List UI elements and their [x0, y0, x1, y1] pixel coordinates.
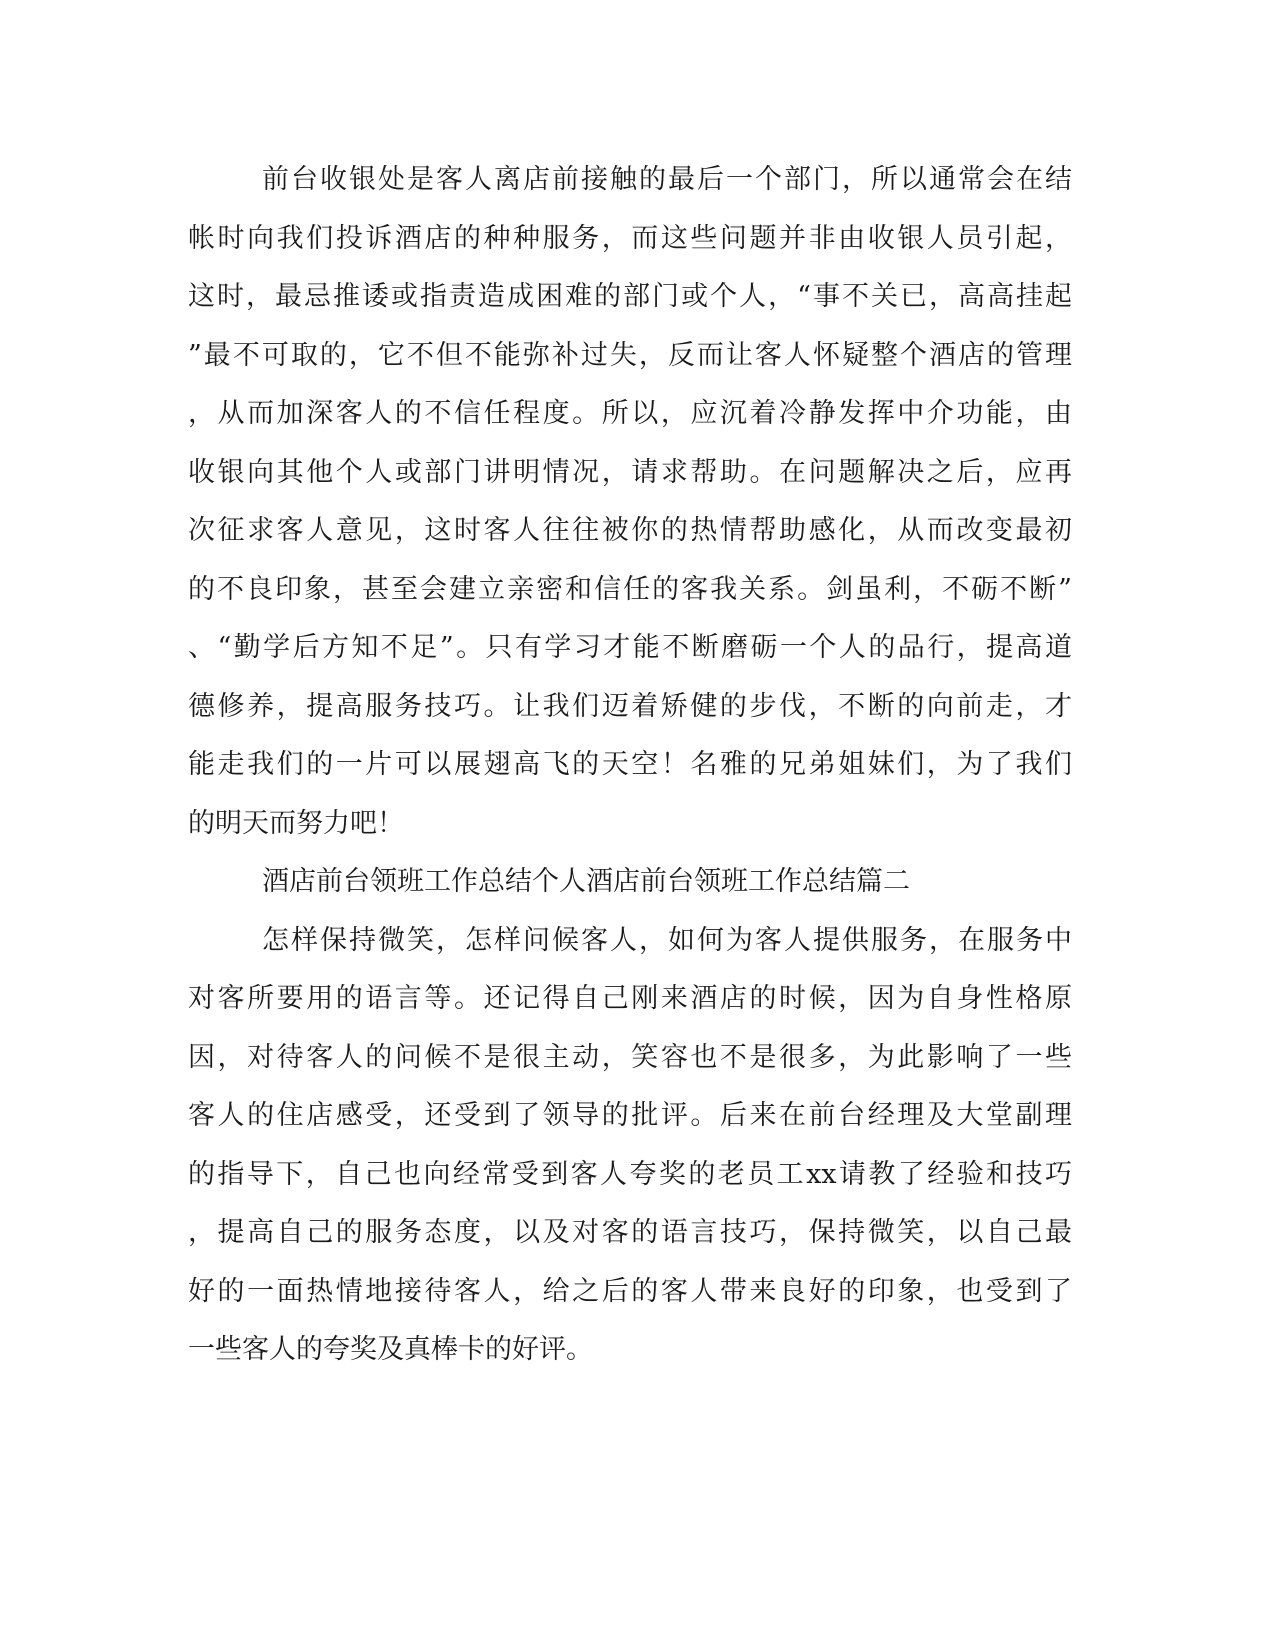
paragraph-2-line-8: 一些客人的夸奖及真棒卡的好评。 [188, 1334, 593, 1365]
paragraph-1-line-4: ”最不可取的，它不但不能弥补过失，反而让客人怀疑整个酒店的管理 [188, 340, 1072, 371]
paragraph-2-line-2: 对客所要用的语言等。还记得自己刚来酒店的时候，因为自身性格原 [188, 983, 1072, 1014]
paragraph-1-line-2: 帐时向我们投诉酒店的种种服务，而这些问题并非由收银人员引起， [188, 223, 1072, 254]
paragraph-1-line-6: 收银向其他个人或部门讲明情况，请求帮助。在问题解决之后，应再 [188, 457, 1072, 488]
section-heading: 酒店前台领班工作总结个人酒店前台领班工作总结篇二 [262, 866, 910, 897]
paragraph-2-line-4: 客人的住店感受，还受到了领导的批评。后来在前台经理及大堂副理 [188, 1100, 1072, 1131]
paragraph-2-line-7: 好的一面热情地接待客人，给之后的客人带来良好的印象，也受到了 [188, 1276, 1072, 1307]
paragraph-2-line-1: 怎样保持微笑，怎样问候客人，如何为客人提供服务，在服务中 [262, 925, 1072, 956]
paragraph-1-line-8: 的不良印象，甚至会建立亲密和信任的客我关系。剑虽利，不砺不断” [188, 574, 1072, 605]
paragraph-1-line-11: 能走我们的一片可以展翅高飞的天空！名雅的兄弟姐妹们，为了我们 [188, 749, 1072, 780]
paragraph-1-line-10: 德修养，提高服务技巧。让我们迈着矫健的步伐，不断的向前走，才 [188, 691, 1072, 722]
paragraph-2-line-3: 因，对待客人的问候不是很主动，笑容也不是很多，为此影响了一些 [188, 1042, 1072, 1073]
paragraph-1-line-3: 这时，最忌推诿或指责造成困难的部门或个人，“事不关已，高高挂起 [188, 281, 1072, 312]
paragraph-1-line-9: 、“勤学后方知不足”。只有学习才能不断磨砺一个人的品行，提高道 [188, 632, 1072, 663]
paragraph-1-line-7: 次征求客人意见，这时客人往往被你的热情帮助感化，从而改变最初 [188, 515, 1072, 546]
paragraph-1-line-12: 的明天而努力吧！ [188, 808, 404, 839]
paragraph-2-line-6: ，提高自己的服务态度，以及对客的语言技巧，保持微笑，以自己最 [188, 1217, 1072, 1248]
paragraph-1-line-5: ，从而加深客人的不信任程度。所以，应沉着冷静发挥中介功能，由 [188, 398, 1072, 429]
paragraph-1-line-1: 前台收银处是客人离店前接触的最后一个部门，所以通常会在结 [262, 164, 1072, 195]
paragraph-2-line-5: 的指导下，自己也向经常受到客人夸奖的老员工xx请教了经验和技巧 [188, 1159, 1072, 1190]
